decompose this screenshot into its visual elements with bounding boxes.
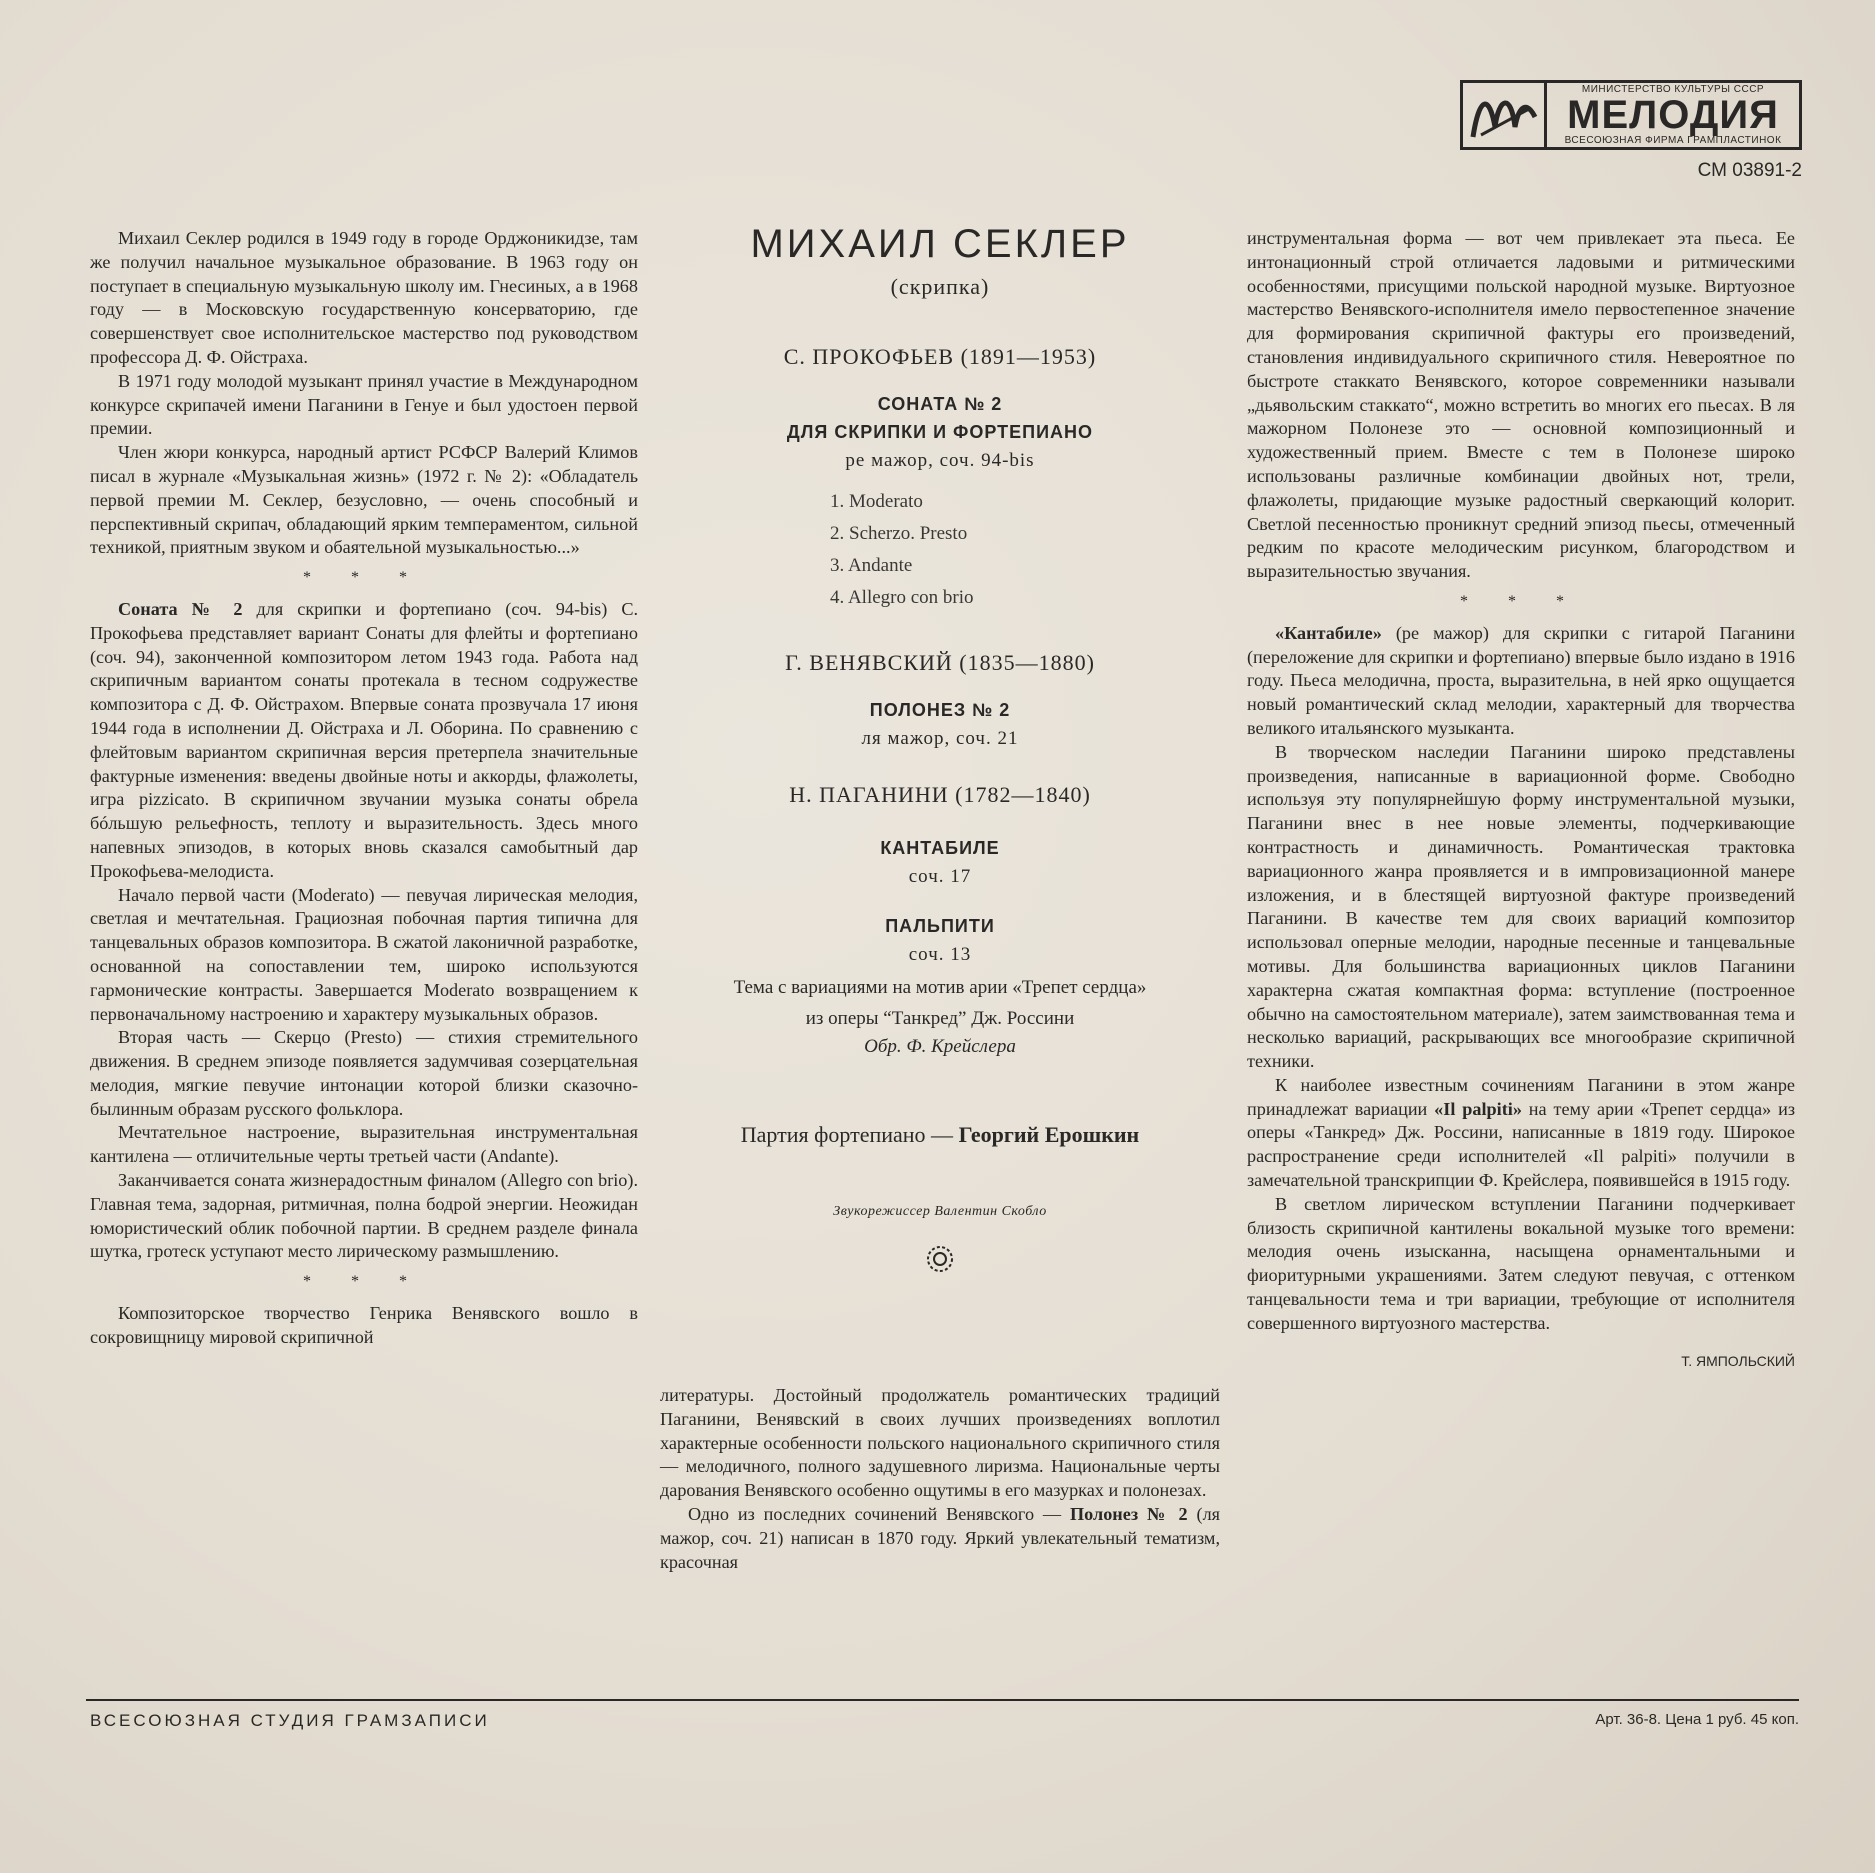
list-item: 2. Scherzo. Presto	[830, 523, 968, 544]
work-title-line: СОНАТА № 2	[877, 394, 1003, 414]
paragraph: Мечтательное настроение, выразительная инструментальная кантилена — отличительные черты третьей части (Andante).	[90, 1122, 638, 1167]
work-title: ПОЛОНЕЗ № 2	[869, 700, 1011, 720]
paragraph: Вторая часть — Скерцо (Presto) — стихия стремительного движения. В среднем эпизоде появляется задумчивая созерцательная мелодия, мягкие певучие интонации которой близки сказочно-былинным образам русского фольклора.	[90, 1027, 638, 1119]
artist-name: МИХАИЛ СЕКЛЕР	[750, 222, 1130, 266]
piano-credit-label: Партия фортепиано —	[740, 1122, 959, 1147]
middle-column	[660, 1384, 1220, 1574]
melodiya-logo	[1460, 80, 1802, 150]
logo-subtitle: ВСЕСОЮЗНАЯ ФИРМА ГРАМПЛАСТИНОК	[1564, 135, 1782, 146]
paragraph	[90, 598, 638, 884]
left-column	[90, 227, 638, 1350]
paragraph: литературы. Достойный продолжатель романтических традиций Паганини, Венявский в своих лучших произведениях воплотил характерные особенности польского национального скрипичного стиля — мелодичного, полного задушевного лиризма. Национальные черты дарования Венявского особенно ощутимы в его мазурках и полонезах.	[660, 1385, 1220, 1501]
paragraph: инструментальная форма — вот чем привлекает эта пьеса. Ее интонационный строй отличается ладовыми и ритмическими особенностями, присущими польской народной музыке. Виртуозное мастерство Венявского-исполнителя имело первостепенное значение для формирования скрипичной фактуры его произведений, становления индивидуального скрипичного стиля. Невероятное по быстроте стаккато Венявского, которое современники называли „дьявольским стаккато“, можно встретить во многих его пьесах. В ля мажорном Полонезе это — основной композиционный и художественный прием. Вместе с тем в Полонезе широко использованы различные комбинации двойных нот, трели, флажолеты, придающие музыке радостный сверкающий колорит. Светлой песенностью проникнут средний эпизод пьесы, отмеченный редким по красоте мелодическим рисунком, благородством и выразительностью звучания.	[1247, 228, 1795, 582]
composer-prokofiev: С. ПРОКОФЬЕВ (1891—1953)	[783, 344, 1097, 369]
paragraph-text: К наиболее известным сочинениям Паганини в этом жанре принадлежат вариации	[1247, 1074, 1795, 1119]
movement-list	[660, 486, 1220, 614]
paragraph: В 1971 году молодой музыкант принял участие в Международном конкурсе скрипачей имени Паганини в Генуе и был удостоен первой премии.	[90, 370, 638, 439]
bold-title: Соната № 2	[118, 598, 243, 619]
work-key: соч. 17	[908, 866, 972, 887]
composer-paganini: Н. ПАГАНИНИ (1782—1840)	[789, 782, 1091, 807]
logo-ministry: МИНИСТЕРСТВО КУЛЬТУРЫ СССР	[1581, 84, 1765, 95]
paragraph-text: на тему арии «Трепет сердца» из оперы «Танкред» Дж. Россини, написанные в 1819 году. Широкое распространение среди исполнителей «Il palpiti» получили в замечательной транскрипции Ф. Крейслера, появившейся в 1915 году.	[1247, 1098, 1795, 1191]
list-item: 4. Allegro con brio	[830, 587, 974, 608]
paragraph: Начало первой части (Moderato) — певучая лирическая мелодия, светлая и мечтательная. Грациозная побочная партия типична для танцевальных образов композитора. В сжатой лаконичной разработке, основанной на сопоставлении тем, широко используются гармонические контрасты. Завершается Moderato возвращением к первоначальному настроению и характеру музыкальных образов.	[90, 884, 638, 1024]
paragraph: Михаил Секлер родился в 1949 году в городе Орджоникидзе, там же получил начальное музыкальное образование. В 1963 году он поступает в специальную музыкальную школу им. Гнесиных, а в 1968 году — в Московскую государственную консерваторию, где совершенствует свое исполнительское мастерство под руководством профессора Д. Ф. Ойстраха.	[90, 228, 638, 367]
sound-engineer: Звукорежиссер Валентин Скобло	[833, 1204, 1047, 1219]
work-key: ля мажор, соч. 21	[861, 728, 1019, 749]
work-key: соч. 13	[908, 944, 972, 965]
bold-title: «Кантабиле»	[1275, 622, 1382, 643]
section-divider: * * *	[303, 1273, 425, 1291]
paragraph: Член жюри конкурса, народный артист РСФСР Валерий Климов писал в журнале «Музыкальная жизнь» (1972 г. № 2): «Обладатель первой премии М. Секлер, безусловно, — очень способный и перспективный скрипач, обладающий ярким темпераментом, сильной техникой, приятным звуком и обаятельной музыкальностью...»	[90, 442, 638, 558]
composer-wieniawski: Г. ВЕНЯВСКИЙ (1835—1880)	[785, 650, 1095, 675]
paragraph-text: Одно из последних сочинений Венявского —	[688, 1503, 1070, 1524]
work-title-line: ДЛЯ СКРИПКИ И ФОРТЕПИАНО	[786, 422, 1094, 442]
author-signature: Т. ЯМПОЛЬСКИЙ	[1681, 1352, 1795, 1369]
list-item: 3. Andante	[830, 555, 913, 576]
paragraph: В творческом наследии Паганини широко представлены произведения, написанные в вариационной форме. Свободно используя эту популярнейшую форму инструментальной музыки, Паганини внес в нее новые элементы, подчеркивающие контрастность и динамичность. Романтическая трактовка вариационного жанра проявляется и в импровизационной манере изложения, и в блестящей виртуозной фактуре произведений Паганини. В качестве тем для своих вариаций композитор использовал оперные мелодии, народные песенные и танцевальные мотивы. Для большинства вариационных циклов Паганини характерна сжатая компактная форма: вступление (построенное обычно на самостоятельном материале), затем заимствованная тема и несколько вариаций, раскрывающих все многообразие скрипичной техники.	[1247, 741, 1795, 1072]
track-listing	[660, 222, 1220, 1274]
price-info: Арт. 36-8. Цена 1 руб. 45 коп.	[1595, 1711, 1799, 1728]
paragraph	[660, 1503, 1220, 1574]
section-divider: * * *	[1460, 592, 1582, 610]
work-description: Тема с вариациями на мотив арии «Трепет сердца»	[733, 977, 1147, 998]
list-item: 1. Moderato	[830, 491, 923, 512]
arrangement: Обр. Ф. Крейслера	[864, 1036, 1016, 1057]
work-description: из оперы “Танкред” Дж. Россини	[805, 1008, 1075, 1029]
melodiya-emblem-icon	[1463, 83, 1547, 147]
section-divider: * * *	[303, 569, 425, 587]
paragraph: В светлом лирическом вступлении Паганини подчеркивает близость скрипичной кантилены вокальной музыке того времени: мелодия очень изысканна, насыщена орнаментальными и фиоритурными украшениями. Затем следуют певучая, с оттенком танцевальности тема и три вариации, требующие от исполнителя совершенного виртуозного мастерства.	[1247, 1193, 1795, 1333]
logo-name: МЕЛОДИЯ	[1567, 93, 1779, 137]
bold-title: «Il palpiti»	[1434, 1098, 1522, 1119]
work-title	[660, 390, 1220, 446]
pianist-name: Георгий Ерошкин	[958, 1122, 1140, 1147]
footer-divider	[86, 1699, 1799, 1701]
work-title: ПАЛЬПИТИ	[885, 916, 995, 936]
paragraph	[1247, 1074, 1795, 1193]
paragraph: Композиторское творчество Генрика Венявского вошло в сокровищницу мировой скрипичной	[90, 1303, 638, 1347]
ornament-icon	[660, 1244, 1220, 1274]
studio-name: ВСЕСОЮЗНАЯ СТУДИЯ ГРАМЗАПИСИ	[90, 1711, 490, 1730]
paragraph-text: (ре мажор) для скрипки с гитарой Паганини (переложение для скрипки и фортепиано) впервые было издано в 1916 году. Пьеса мелодична, проста, выразительна, в ней ярко ощущается новый романтический склад мелодии, характерный для творчества великого итальянского музыканта.	[1247, 622, 1795, 738]
work-title: КАНТАБИЛЕ	[880, 838, 1000, 858]
paragraph	[1247, 622, 1795, 741]
paragraph: Заканчивается соната жизнерадостным финалом (Allegro con brio). Главная тема, задорная, ритмичная, полна бодрой энергии. Неожидан юмористический облик побочной партии. В среднем разделе финала шутка, гротеск уступают место лирическому размышлению.	[90, 1170, 638, 1262]
catalog-number: СМ 03891-2	[1697, 160, 1802, 181]
piano-credit	[660, 1122, 1220, 1148]
instrument: (скрипка)	[890, 274, 990, 299]
right-column	[1247, 227, 1795, 1373]
work-key: ре мажор, соч. 94-bis	[845, 450, 1035, 471]
bold-title: Полонез № 2	[1069, 1503, 1188, 1524]
paragraph-text: (ля мажор, соч. 21) написан в 1870 году. Яркий увлекательный тематизм, красочная	[660, 1503, 1221, 1572]
paragraph-text: для скрипки и фортепиано (соч. 94-bis) С. Прокофьева представляет вариант Сонаты для флейты и фортепиано (соч. 94), законченной композитором летом 1943 года. Работа над скрипичным вариантом сонаты протекала в тесном содружестве композитора с Д. Ф. Ойстрахом. Впервые соната прозвучала 17 июня 1944 года в исполнении Д. Ойстраха и Л. Оборина. По сравнению с флейтовым вариантом скрипичная версия претерпела значительные фактурные изменения: введены двойные ноты и аккорды, флажолеты, игра pizzicato. В скрипичном звучании музыка сонаты обрела бóльшую рельефность, теплоту и выразительность. Здесь много напевных эпизодов, в которых вновь сказался самобытный дар Прокофьева-мелодиста.	[90, 598, 639, 881]
